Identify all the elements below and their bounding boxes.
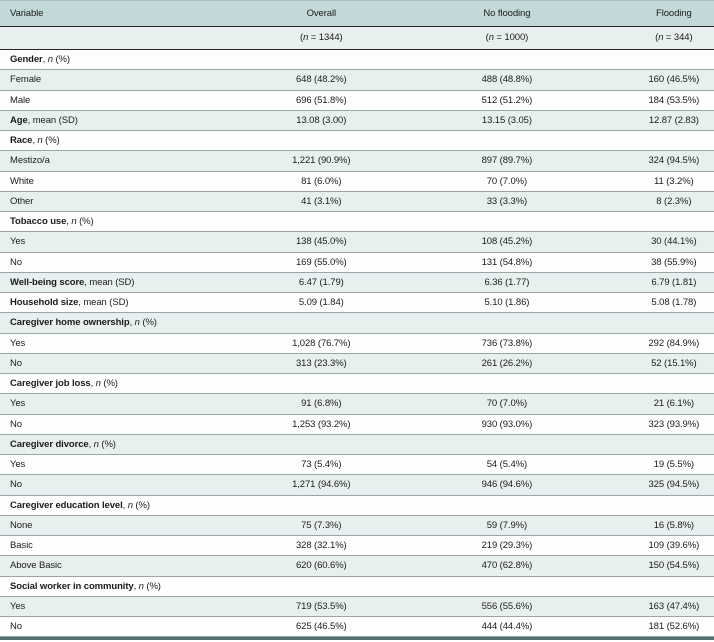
value-cell: 292 (84.9%) [648, 337, 700, 349]
value-cell: 328 (32.1%) [295, 540, 347, 552]
group-row [0, 374, 714, 394]
group-row [0, 496, 714, 516]
sample-size-flooding: (n = 344) [655, 32, 693, 44]
row-label: No [10, 479, 22, 491]
row-label: No [10, 418, 22, 430]
row-label: Caregiver job loss, n (%) [10, 378, 118, 390]
value-cell: 81 (6.0%) [301, 175, 342, 187]
table-row [0, 192, 714, 212]
value-cell: 488 (48.8%) [481, 74, 533, 86]
value-cell: 109 (39.6%) [648, 540, 700, 552]
row-label: Household size, mean (SD) [10, 297, 129, 309]
row-label: No [10, 357, 22, 369]
value-cell: 16 (5.8%) [653, 519, 694, 531]
column-header-flooding: Flooding [656, 7, 692, 19]
row-label: Social worker in community, n (%) [10, 580, 161, 592]
table-row [0, 475, 714, 495]
value-cell: 91 (6.8%) [301, 398, 342, 410]
value-cell: 1,221 (90.9%) [292, 155, 351, 167]
value-cell: 1,028 (76.7%) [292, 337, 351, 349]
value-cell: 12.87 (2.83) [648, 114, 699, 126]
value-cell: 261 (26.2%) [481, 357, 533, 369]
value-cell: 13.08 (3.00) [296, 114, 347, 126]
value-cell: 556 (55.6%) [481, 600, 533, 612]
value-cell: 946 (94.6%) [481, 479, 533, 491]
value-cell: 625 (46.5%) [295, 621, 347, 633]
row-label: Male [10, 94, 31, 106]
table-row [0, 91, 714, 111]
group-row [0, 131, 714, 151]
value-cell: 219 (29.3%) [481, 540, 533, 552]
value-cell: 5.10 (1.86) [484, 297, 530, 309]
value-cell: 131 (54.8%) [481, 256, 533, 268]
value-cell: 52 (15.1%) [651, 357, 697, 369]
row-label: White [10, 175, 34, 187]
row-label: None [10, 519, 33, 531]
value-cell: 184 (53.5%) [648, 94, 700, 106]
table-row [0, 455, 714, 475]
value-cell: 30 (44.1%) [651, 236, 697, 248]
value-cell: 6.79 (1.81) [651, 276, 697, 288]
value-cell: 8 (2.3%) [656, 195, 692, 207]
row-label: Yes [10, 337, 26, 349]
row-label: Race, n (%) [10, 135, 60, 147]
value-cell: 323 (93.9%) [648, 418, 700, 430]
row-label: Yes [10, 236, 26, 248]
value-cell: 150 (54.5%) [648, 560, 700, 572]
table-row [0, 394, 714, 414]
value-cell: 108 (45.2%) [481, 236, 533, 248]
group-row [0, 212, 714, 232]
value-cell: 648 (48.2%) [295, 74, 347, 86]
table-row [0, 172, 714, 192]
value-cell: 163 (47.4%) [648, 600, 700, 612]
sample-size-overall: (n = 1344) [299, 32, 343, 44]
table-row [0, 70, 714, 90]
group-row [0, 273, 714, 293]
value-cell: 444 (44.4%) [481, 621, 533, 633]
row-label: Tobacco use, n (%) [10, 216, 94, 228]
row-label: Yes [10, 459, 26, 471]
table-row [0, 556, 714, 576]
value-cell: 6.36 (1.77) [484, 276, 530, 288]
value-cell: 324 (94.5%) [648, 155, 700, 167]
value-cell: 33 (3.3%) [486, 195, 528, 207]
value-cell: 696 (51.8%) [295, 94, 347, 106]
row-label: Age, mean (SD) [10, 114, 78, 126]
value-cell: 59 (7.9%) [486, 519, 528, 531]
row-label: Female [10, 74, 42, 86]
value-cell: 41 (3.1%) [301, 195, 342, 207]
row-label: Above Basic [10, 560, 62, 572]
value-cell: 70 (7.0%) [486, 398, 528, 410]
value-cell: 512 (51.2%) [481, 94, 533, 106]
group-row [0, 111, 714, 131]
table-row [0, 415, 714, 435]
value-cell: 719 (53.5%) [295, 600, 347, 612]
value-cell: 160 (46.5%) [648, 74, 700, 86]
value-cell: 70 (7.0%) [486, 175, 528, 187]
value-cell: 38 (55.9%) [651, 256, 697, 268]
value-cell: 21 (6.1%) [653, 398, 694, 410]
value-cell: 5.09 (1.84) [298, 297, 344, 309]
table-row [0, 334, 714, 354]
row-label: Mestizo/a [10, 155, 50, 167]
value-cell: 897 (89.7%) [481, 155, 533, 167]
row-label: No [10, 621, 22, 633]
row-label: Other [10, 195, 34, 207]
value-cell: 313 (23.3%) [295, 357, 347, 369]
value-cell: 736 (73.8%) [481, 337, 533, 349]
table-row [0, 232, 714, 252]
value-cell: 325 (94.5%) [648, 479, 700, 491]
value-cell: 54 (5.4%) [486, 459, 528, 471]
table-row [0, 536, 714, 556]
group-row [0, 577, 714, 597]
value-cell: 5.08 (1.78) [651, 297, 697, 309]
value-cell: 1,253 (93.2%) [292, 418, 351, 430]
value-cell: 930 (93.0%) [481, 418, 533, 430]
value-cell: 1,271 (94.6%) [292, 479, 351, 491]
row-label: Gender, n (%) [10, 54, 70, 66]
group-row [0, 435, 714, 455]
group-row [0, 50, 714, 70]
row-label: Well-being score, mean (SD) [10, 276, 135, 288]
sample-size-no-flooding: (n = 1000) [485, 32, 529, 44]
sample-size-row [0, 27, 714, 51]
value-cell: 75 (7.3%) [301, 519, 342, 531]
table-row [0, 151, 714, 171]
row-label: Basic [10, 540, 33, 552]
table-row [0, 597, 714, 617]
group-row [0, 293, 714, 313]
value-cell: 19 (5.5%) [653, 459, 694, 471]
value-cell: 11 (3.2%) [654, 175, 694, 187]
value-cell: 181 (52.6%) [648, 621, 700, 633]
value-cell: 470 (62.8%) [481, 560, 533, 572]
value-cell: 138 (45.0%) [295, 236, 347, 248]
value-cell: 169 (55.0%) [295, 256, 347, 268]
value-cell: 6.47 (1.79) [298, 276, 344, 288]
table-row [0, 253, 714, 273]
value-cell: 13.15 (3.05) [481, 114, 532, 126]
row-label: Caregiver home ownership, n (%) [10, 317, 157, 329]
group-row [0, 313, 714, 333]
table-header-row [0, 1, 714, 27]
table-row [0, 354, 714, 374]
table-body [0, 50, 714, 637]
table-row [0, 617, 714, 637]
row-label: Yes [10, 398, 26, 410]
row-label: Caregiver divorce, n (%) [10, 438, 116, 450]
column-header-variable: Variable [10, 7, 44, 19]
row-label: Caregiver education level, n (%) [10, 499, 150, 511]
row-label: No [10, 256, 22, 268]
table-row [0, 516, 714, 536]
value-cell: 620 (60.6%) [295, 560, 347, 572]
row-label: Yes [10, 600, 26, 612]
column-header-no-flooding: No flooding [483, 7, 531, 19]
column-header-overall: Overall [306, 7, 336, 19]
value-cell: 73 (5.4%) [301, 459, 342, 471]
